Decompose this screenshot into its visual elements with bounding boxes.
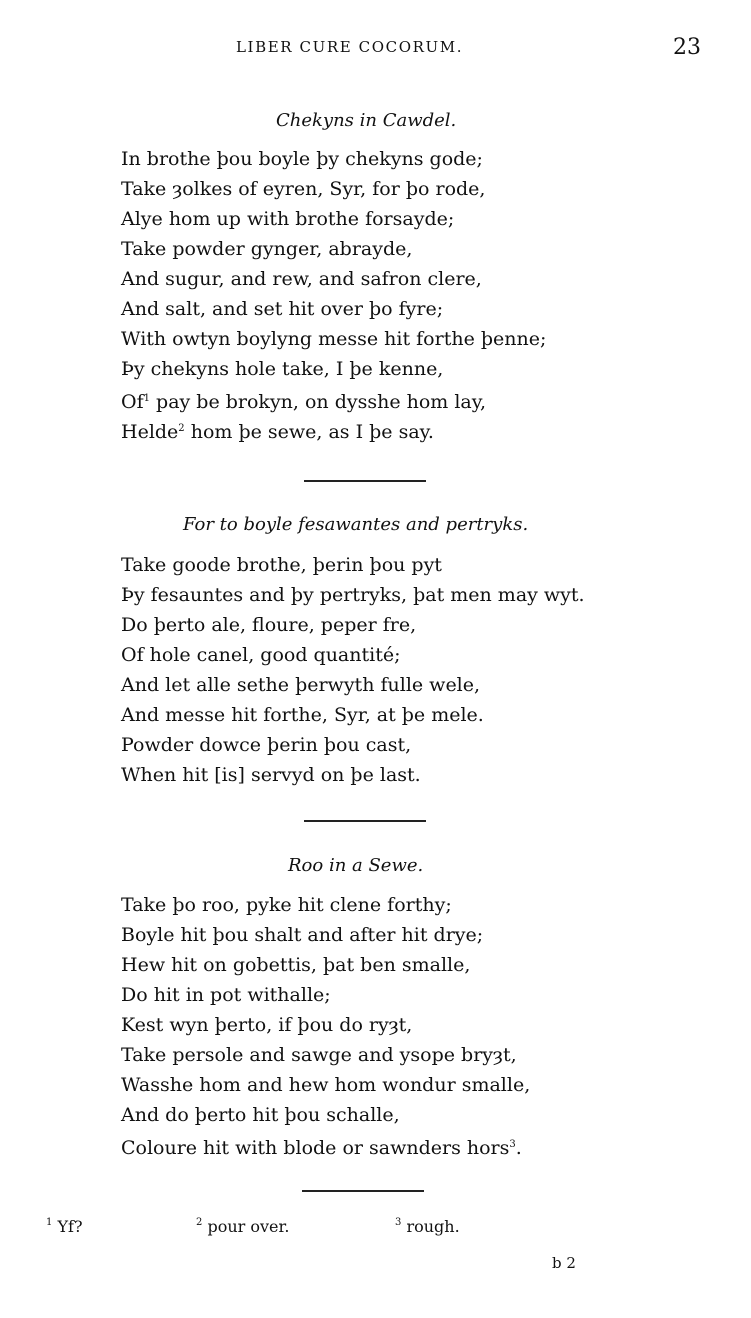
verse-line: And do þerto hit þou schalle, [121, 1104, 400, 1126]
verse-line: Take ȝolkes of eyren, Syr, for þo rode, [121, 178, 486, 200]
footnote-ref: 3 [509, 1139, 516, 1150]
footnote-divider [302, 1190, 424, 1192]
verse-line: In brothe þou boyle þy chekyns gode; [121, 148, 483, 170]
verse-line: When hit [is] servyd on þe last. [121, 764, 421, 786]
verse-line: Take goode brothe, þerin þou pyt [121, 554, 442, 576]
verse-line: Wasshe hom and hew hom wondur smalle, [121, 1074, 531, 1096]
footnote-mark: 1 [46, 1217, 53, 1228]
verse-fragment: Of [121, 391, 144, 413]
verse-line: Þy chekyns hole take, I þe kenne, [121, 358, 444, 380]
footnote [196, 1217, 290, 1236]
footnote [46, 1217, 83, 1236]
section-divider [304, 480, 426, 482]
running-header [0, 35, 751, 64]
verse-line: Boyle hit þou shalt and after hit drye; [121, 924, 484, 946]
verse-line: Kest wyn þerto, if þou do ryȝt, [121, 1014, 413, 1036]
verse-fesawantes-and-pertryks [121, 550, 585, 790]
footnote-text: pour over. [207, 1217, 290, 1236]
verse-line: And messe hit forthe, Syr, at þe mele. [121, 704, 484, 726]
running-title: LIBER CURE COCORUM. [236, 38, 464, 56]
signature-mark: b 2 [552, 1254, 576, 1272]
verse-line: And sugur, and rew, and safron clere, [121, 268, 482, 290]
verse-line: Alye hom up with brothe forsayde; [121, 208, 455, 230]
verse-line: Do þerto ale, floure, peper fre, [121, 614, 417, 636]
verse-line: Hew hit on gobettis, þat ben smalle, [121, 954, 471, 976]
section-heading-chekyns: Chekyns in Cawdel. [276, 110, 457, 131]
verse-line: Do hit in pot withalle; [121, 984, 331, 1006]
verse-line: Take þo roo, pyke hit clene forthy; [121, 894, 452, 916]
footnote [395, 1217, 460, 1236]
verse-fragment: . [515, 1137, 522, 1159]
verse-line: Þy fesauntes and þy pertryks, þat men may wyt. [121, 584, 585, 606]
footnote-ref: 2 [178, 423, 185, 434]
section-heading-fesawantes: For to boyle fesawantes and pertryks. [183, 514, 529, 535]
section-divider [304, 820, 426, 822]
verse-fragment: pay be brokyn, on dysshe hom lay, [156, 391, 487, 413]
footnote-mark: 3 [395, 1217, 402, 1228]
section-heading-roo: Roo in a Sewe. [288, 855, 424, 876]
verse-line: Of hole canel, good quantité; [121, 644, 401, 666]
verse-line: With owtyn boylyng messe hit forthe þenne; [121, 328, 547, 350]
verse-line [121, 414, 546, 444]
footnote-text: Yf? [57, 1217, 83, 1236]
verse-line: Powder dowce þerin þou cast, [121, 734, 412, 756]
footnote-ref: 1 [143, 393, 150, 404]
verse-fragment: Helde [121, 421, 179, 443]
verse-fragment: hom þe sewe, as I þe say. [190, 421, 434, 443]
verse-line: Take powder gynger, abrayde, [121, 238, 413, 260]
verse-line: And let alle sethe þerwyth fulle wele, [121, 674, 481, 696]
footnote-text: rough. [406, 1217, 460, 1236]
verse-line: Take persole and sawge and ysope bryȝt, [121, 1044, 517, 1066]
footnote-mark: 2 [196, 1217, 203, 1228]
verse-line [121, 1130, 530, 1160]
verse-chekyns-in-cawdel [121, 144, 546, 444]
verse-fragment: Coloure hit with blode or sawnders hors [121, 1137, 510, 1159]
verse-line [121, 384, 546, 414]
verse-roo-in-a-sewe [121, 890, 530, 1160]
verse-line: And salt, and set hit over þo fyre; [121, 298, 444, 320]
page-number: 23 [673, 35, 701, 60]
